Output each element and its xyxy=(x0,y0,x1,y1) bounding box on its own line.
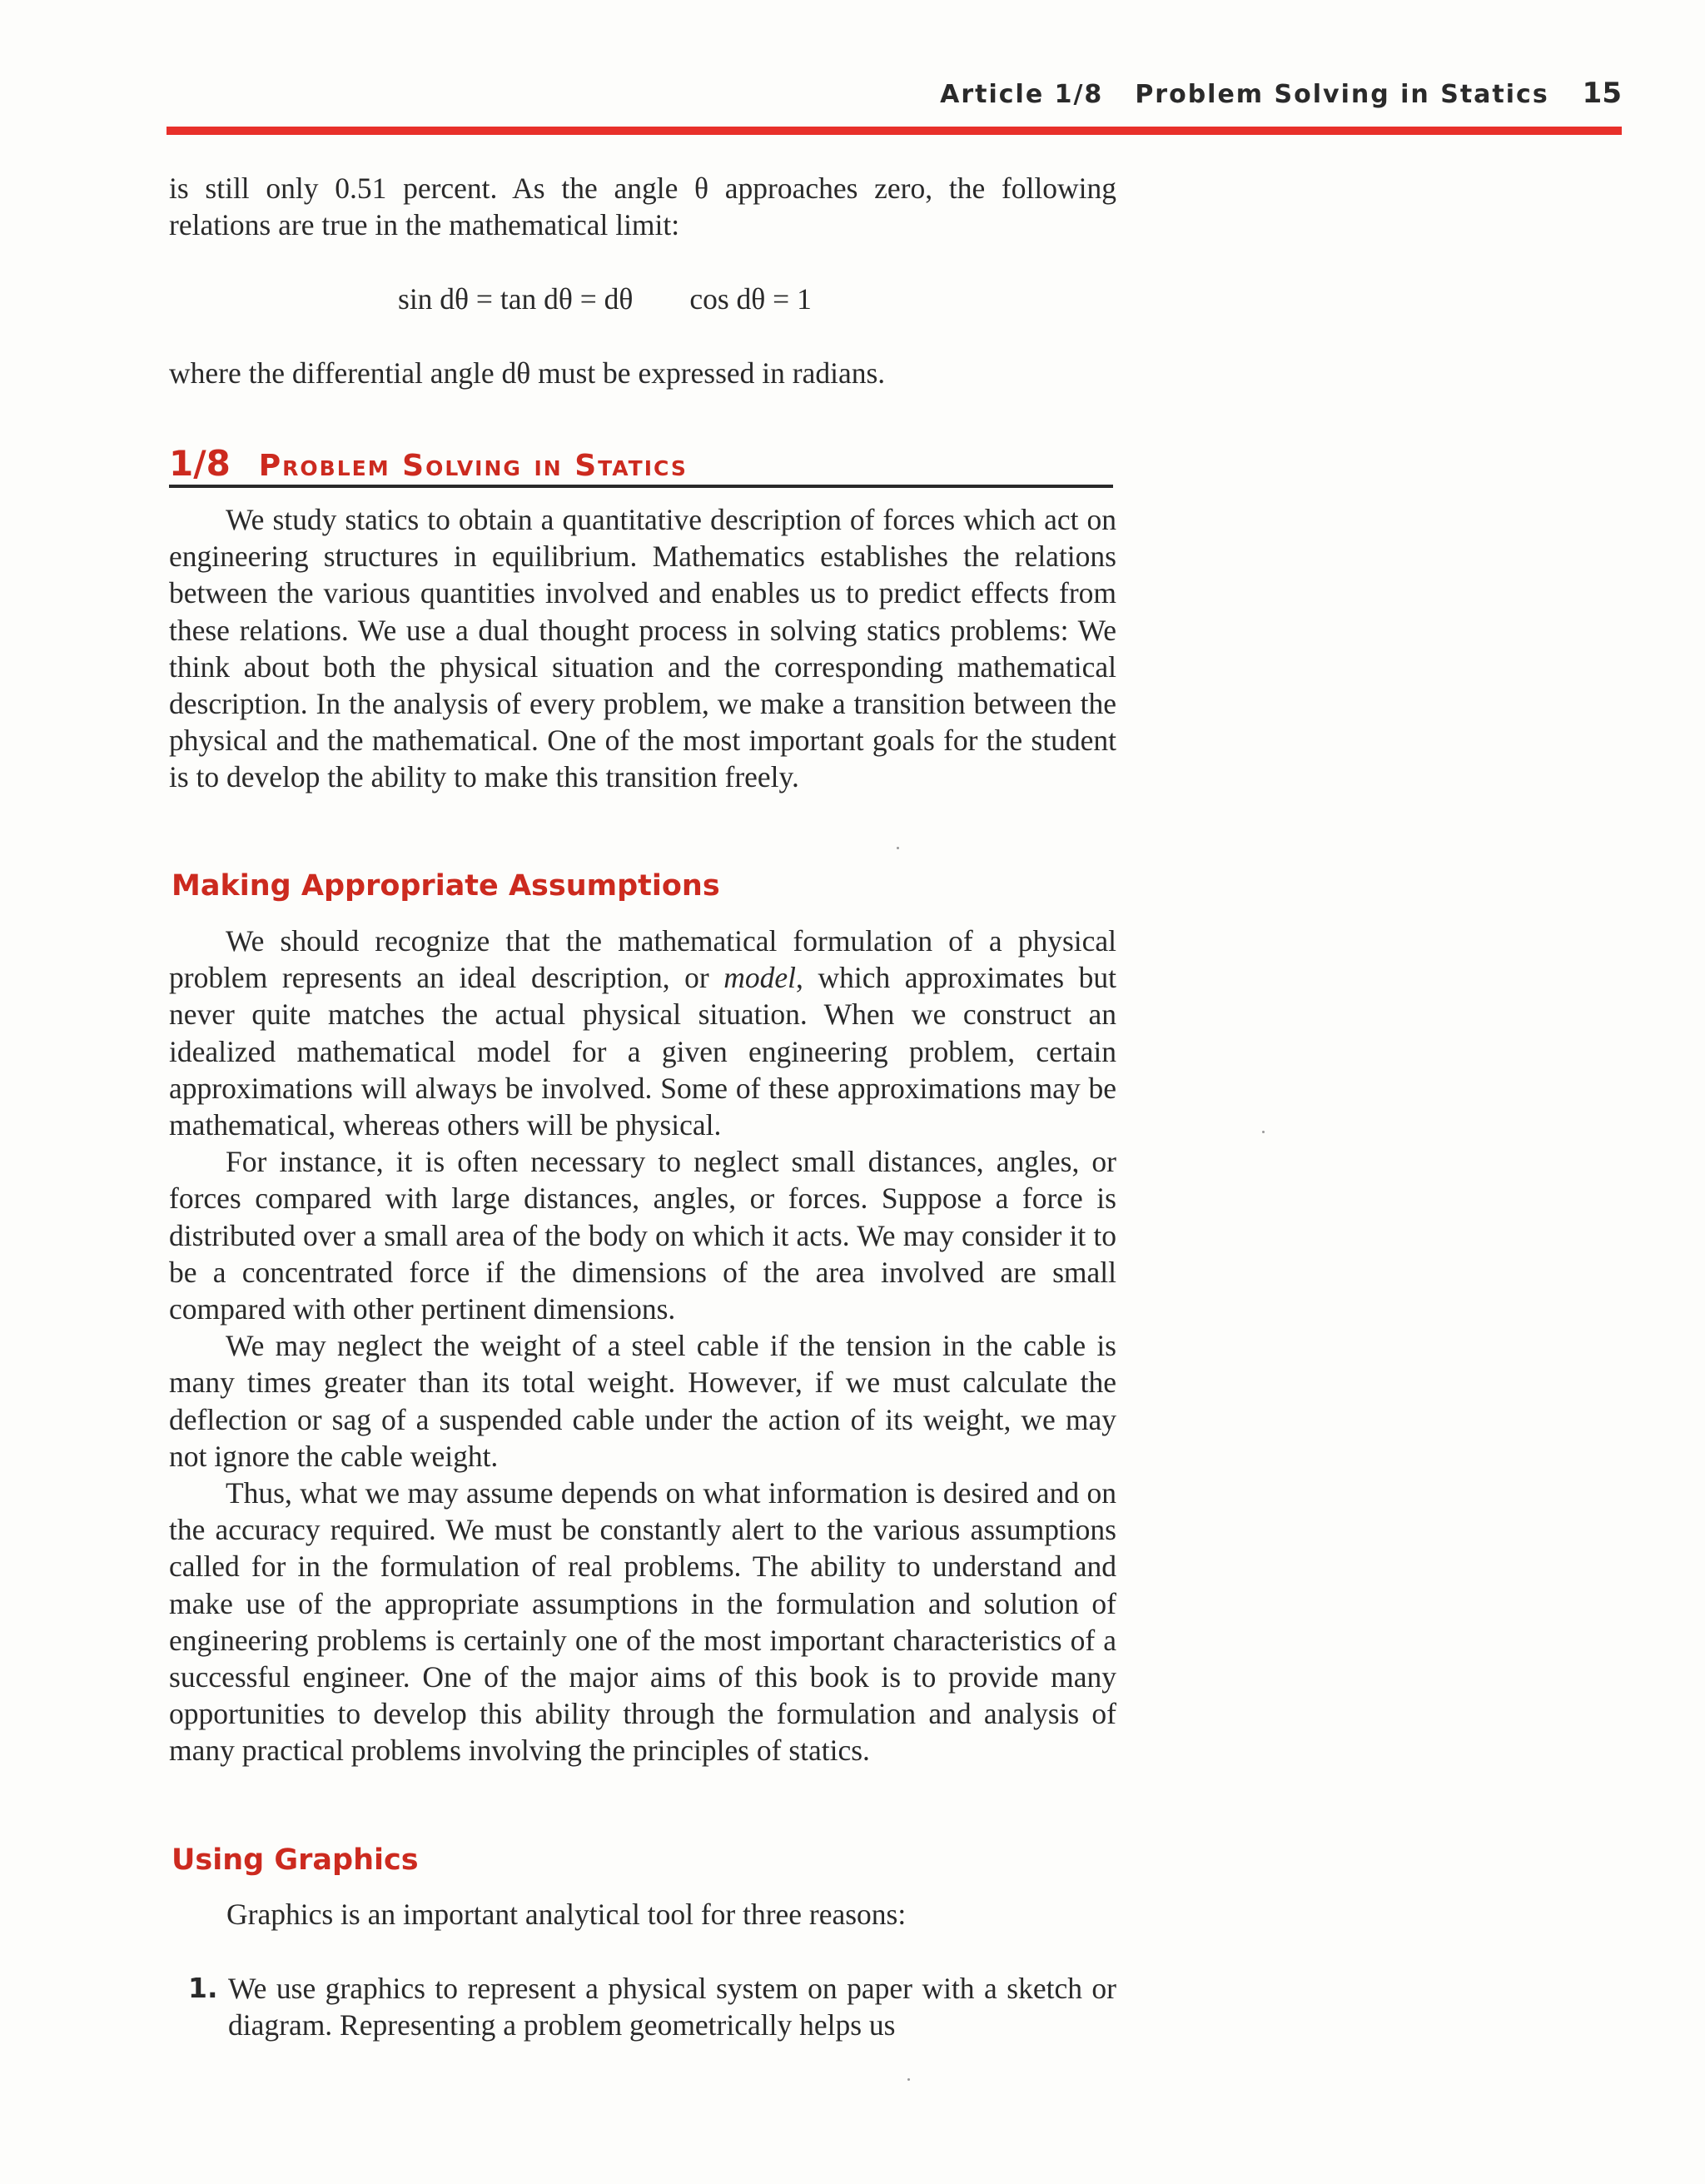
paper-speck xyxy=(907,2078,910,2081)
list-item xyxy=(188,1970,1116,2043)
running-head xyxy=(167,77,1622,135)
assumptions-paragraph-2: For instance, it is often necessary to neglect small distances, angles, or forces compared with large distances, angles, or forces. Suppose a force is distributed over a small area of the body on which it acts. We may consider it to be a concentrated force if the dimensions of the area involved are small compared with other pertinent dimensions. xyxy=(169,1145,1116,1326)
section-heading xyxy=(169,443,1113,488)
graphics-intro: Graphics is an important analytical tool for three reasons: xyxy=(226,1898,907,1931)
intro-paragraph-block xyxy=(169,170,1116,243)
assumptions-p1-emphasis: model xyxy=(723,961,797,995)
running-head-article: Article 1/8 xyxy=(940,80,1104,109)
assumptions-paragraph-3: We may neglect the weight of a steel cable if the tension in the cable is many times greater than its total weight. However, if we must calculate the deflection or sag of a suspended cable under the action of its weight, we may not ignore the cable weight. xyxy=(169,1329,1116,1473)
section-paragraph: We study statics to obtain a quantitative description of forces which act on engineering structures in equilibrium. Mathematics establishes the relations between the various quantities involved and enables us to predict effects from these relations. We use a dual thought process in solving statics problems: We think about both the physical situation and the corresponding mathematical description. In the analysis of every problem, we make a transition between the physical and the mathematical. One of the most important goals for the student is to develop the ability to make this transition freely. xyxy=(169,503,1116,794)
section-title: Problem Solving in Statics xyxy=(258,449,688,483)
page-number: 15 xyxy=(1582,77,1622,110)
limit-equation xyxy=(398,281,812,316)
list-item-number: 1. xyxy=(188,1972,218,2004)
equation-left: sin dθ = tan dθ = dθ xyxy=(398,282,634,316)
section-body xyxy=(169,501,1116,796)
paper-speck xyxy=(1262,1131,1265,1133)
section-number: 1/8 xyxy=(169,443,231,484)
assumptions-paragraph-4: Thus, what we may assume depends on what information is desired and on the accuracy required. We must be constantly alert to the various assumptions called for in the formulation of real problems. The ability to understand and make use of the appropriate assumptions in the formulation and solution of engineering problems is certainly one of the most important characteristics of a successful engineer. One of the major aims of this book is to provide many opportunities to develop this ability through the formulation and analysis of many practical problems involving the principles of statics. xyxy=(169,1476,1116,1768)
equation-right: cos dθ = 1 xyxy=(689,282,812,316)
after-equation-text: where the differential angle dθ must be expressed in radians. xyxy=(169,356,886,390)
subheading-assumptions: Making Appropriate Assumptions xyxy=(171,869,720,903)
assumptions-body xyxy=(169,923,1116,1769)
subheading-graphics: Using Graphics xyxy=(171,1843,419,1877)
after-equation-block xyxy=(169,355,1116,391)
paper-speck xyxy=(897,847,899,849)
assumptions-p1-after: , which approximates but never quite matches the actual physical situation. When we construct an idealized mathematical model for a given engineering problem, certain approximations will always be involved. Some of these approximations may be mathematical, whereas others will be physical. xyxy=(169,961,1116,1142)
list-item-text: We use graphics to represent a physical system on paper with a sketch or diagram. Representing a problem geometrically helps us xyxy=(228,1972,1116,2042)
graphics-list xyxy=(188,1970,1116,2043)
assumptions-p1-before: We should recognize that the mathematical formulation of a physical problem represents an ideal description, or xyxy=(169,924,1116,995)
intro-paragraph: is still only 0.51 percent. As the angle θ approaches zero, the following relations are true in the mathematical limit: xyxy=(169,172,1116,242)
running-head-text xyxy=(940,77,1622,110)
running-head-title: Problem Solving in Statics xyxy=(1135,80,1549,109)
assumptions-paragraph-1 xyxy=(169,923,1116,1143)
